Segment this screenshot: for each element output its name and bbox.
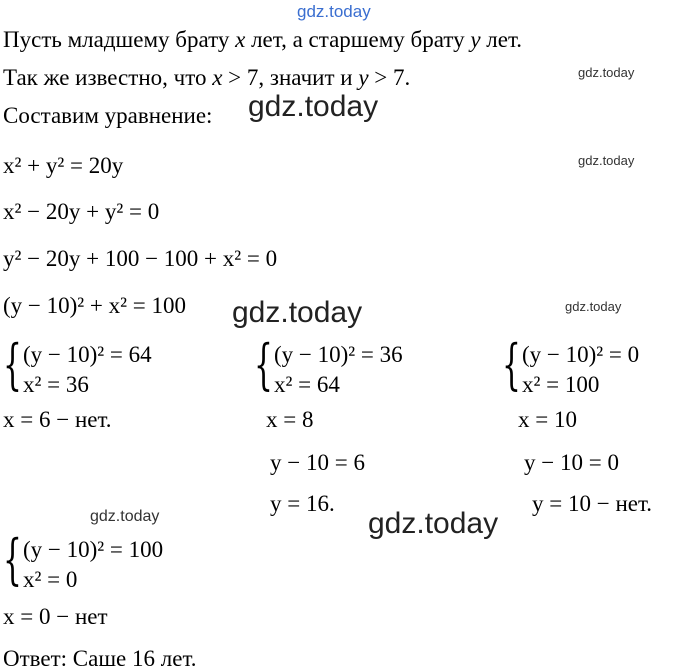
system-1-result: x = 6 − нет. <box>3 407 112 432</box>
equation-2: x² − 20y + y² = 0 <box>3 199 160 224</box>
intro-line-2: Так же известно, что x > 7, значит и y > 7. <box>3 65 411 90</box>
system-2-result-1: x = 8 <box>266 407 314 432</box>
brace-icon: { <box>502 333 521 396</box>
watermark-small-1: gdz.today <box>578 65 635 80</box>
system-4-row-2: x² = 0 <box>23 567 78 592</box>
system-1 <box>3 333 223 398</box>
watermark-big-3: gdz.today <box>368 507 499 540</box>
system-2-result-2: y − 10 = 6 <box>270 450 365 475</box>
watermark-top: gdz.today <box>297 2 371 21</box>
system-3-result-3: y = 10 − нет. <box>532 491 653 516</box>
system-3-row-1: (y − 10)² = 0 <box>522 342 640 367</box>
equation-4: (y − 10)² + x² = 100 <box>3 293 187 318</box>
answer: Ответ: Саше 16 лет. <box>3 646 197 671</box>
watermark-big-1: gdz.today <box>248 90 379 123</box>
system-4 <box>3 528 243 593</box>
system-3-result-2: y − 10 = 0 <box>524 450 619 475</box>
brace-icon: { <box>3 333 22 396</box>
intro-line-3: Составим уравнение: <box>3 103 213 128</box>
system-2-row-2: x² = 64 <box>274 372 340 397</box>
system-3-row-2: x² = 100 <box>522 372 600 397</box>
system-2-result-3: y = 16. <box>270 491 335 516</box>
brace-icon: { <box>3 528 22 591</box>
system-2 <box>254 333 474 398</box>
system-1-row-1: (y − 10)² = 64 <box>23 342 152 367</box>
brace-icon: { <box>254 333 273 396</box>
watermark-small-2: gdz.today <box>578 153 635 168</box>
watermark-small-4: gdz.today <box>90 508 160 525</box>
equation-3: y² − 20y + 100 − 100 + x² = 0 <box>3 246 278 271</box>
intro-line-1: Пусть младшему брату x лет, а старшему брату y лет. <box>3 27 523 52</box>
equation-1: x² + y² = 20y <box>3 153 124 178</box>
system-2-row-1: (y − 10)² = 36 <box>274 342 403 367</box>
system-1-row-2: x² = 36 <box>23 372 89 397</box>
system-4-row-1: (y − 10)² = 100 <box>23 537 164 562</box>
system-3-result-1: x = 10 <box>518 407 577 432</box>
system-3 <box>502 333 676 398</box>
system-4-result: x = 0 − нет <box>3 604 108 629</box>
watermark-small-3: gdz.today <box>565 299 622 314</box>
watermark-big-2: gdz.today <box>232 296 363 329</box>
